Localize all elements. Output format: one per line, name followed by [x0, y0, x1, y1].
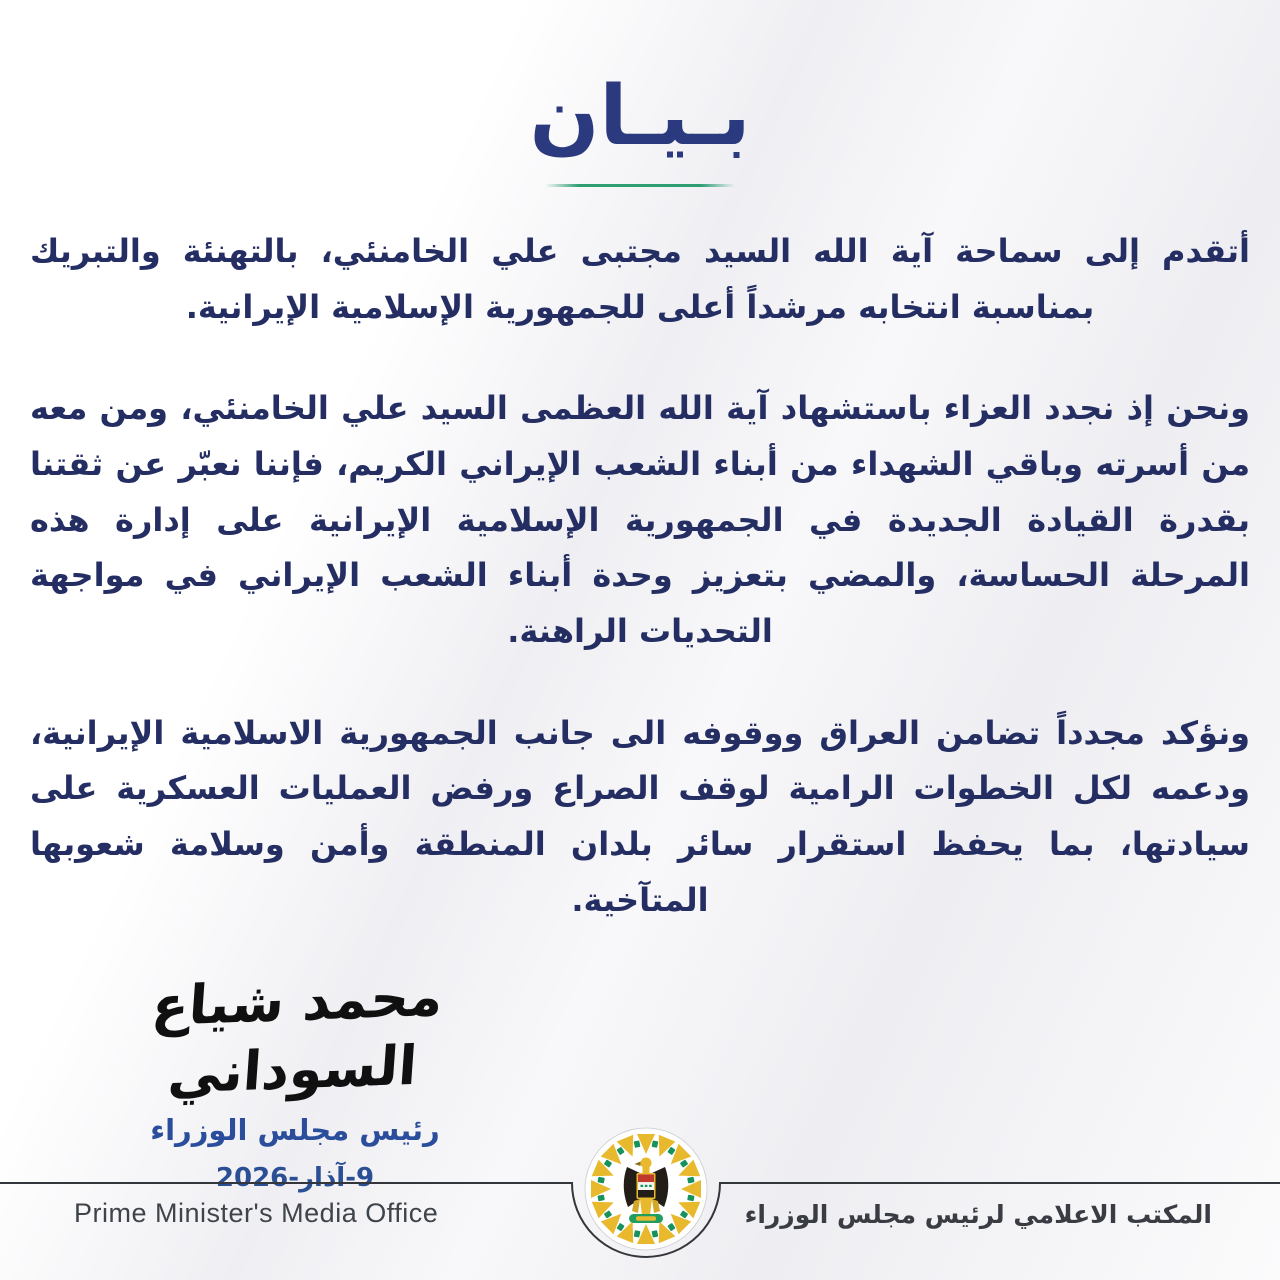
eagle-emblem-icon	[583, 1126, 709, 1252]
footer-office-name-en: Prime Minister's Media Office	[74, 1198, 439, 1228]
statement-paragraph-2: ونحن إذ نجدد العزاء باستشهاد آية الله العظمى السيد علي الخامنئي، ومن معه من أسرته وباقي الشهداء من أبناء الشعب الإيراني الكريم، فإننا نعبّر عن ثقتنا بقدرة القيادة الجديدة في الجمهورية الإسلامية الإيرانية على إدارة هذه المرحلة الحساسة، والمضي بتعزيز وحدة أبناء الشعب الإيراني في مواجهة التحديات الراهنة.	[30, 389, 1250, 651]
statement-body	[30, 224, 1250, 974]
iraq-pmo-emblem	[583, 1126, 709, 1252]
statement-paragraph-3: ونؤكد مجدداً تضامن العراق ووقوفه الى جانب الجمهورية الاسلامية الإيرانية، ودعمه لكل الخطوات الرامية لوقف الصراع ورفض العمليات العسكرية على سيادتها، بما يحفظ استقرار سائر بلدان المنطقة وأمن وسلامة شعوبها المتآخية.	[30, 713, 1250, 919]
signature-calligraphy: محمد شياع السوداني	[149, 964, 445, 1106]
signature-role: رئيس مجلس الوزراء	[150, 1113, 440, 1147]
footer-office-name-ar: المكتب الاعلامي لرئيس مجلس الوزراء	[744, 1200, 1212, 1229]
title-divider	[545, 184, 735, 187]
signature-date: 9-آذار-2026	[215, 1163, 375, 1193]
statement-paragraph-1: أتقدم إلى سماحة آية الله السيد مجتبى علي الخامنئي، بالتهنئة والتبريك بمناسبة انتخابه مرشداً أعلى للجمهورية الإسلامية الإيرانية.	[30, 232, 1250, 326]
page-title: بـيـان	[529, 69, 751, 164]
